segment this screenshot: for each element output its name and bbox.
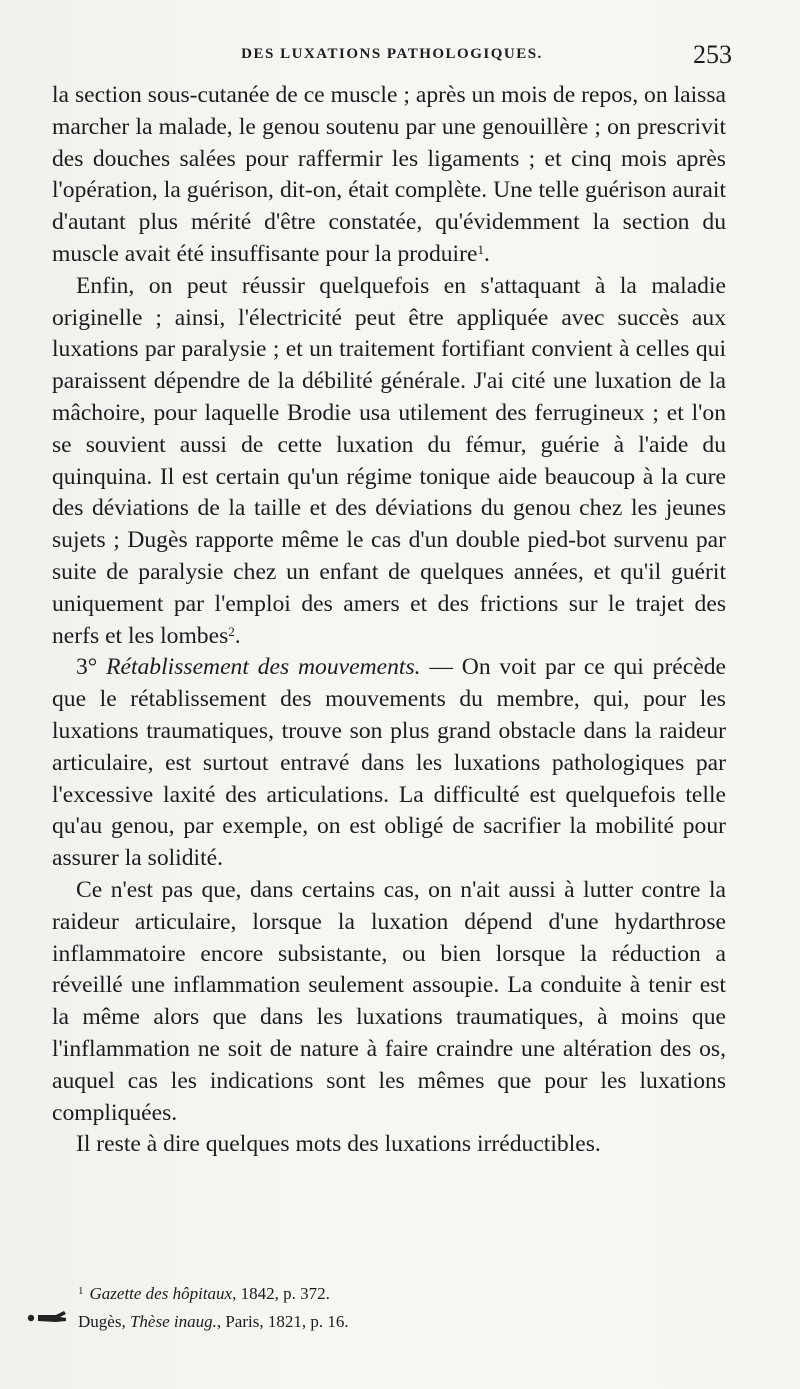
paragraph-2: [52, 271, 726, 653]
running-head: [52, 40, 732, 70]
footnote-1: [78, 1280, 726, 1308]
paragraph-5: Il reste à dire quelques mots des luxations irréductibles.: [76, 1131, 601, 1158]
paragraph-3: [52, 652, 726, 875]
paragraph-1-text: la section sous-cutanée de ce muscle ; après un mois de repos, on laissa marcher la malade, le genou soutenu par une genouillère ; on prescrivit des douches salées pour raffermir les ligaments ; et cinq mois après l'opération, la guérison, dit-on, était complète. Une telle guérison aurait d'autant plus mérité d'être constatée, qu'évidemment la section du muscle avait été insuffisante pour la produire: [52, 82, 726, 267]
page-number: 253: [693, 40, 732, 69]
footnote-1-mark: 1: [78, 1285, 84, 1297]
paragraph-2-end: .: [234, 622, 241, 649]
paragraph-2-text: Enfin, on peut réussir quelquefois en s'attaquant à la maladie originelle ; ainsi, l'électricité peut être appliquée avec succès aux luxations par paralysie ; et un traitement fortifiant convient à celles qui paraissent dépendre de la débilité générale. J'ai cité une luxation de la mâchoire, pour laquelle Brodie usa utilement des ferrugineux ; et l'on se souvient aussi de cette luxation du fémur, guérie à l'aide du quinquina. Il est certain qu'un régime tonique aide beaucoup à la cure des déviations de la taille et des déviations du genou chez les jeunes sujets ; Dugès rapporte même le cas d'un double pied-bot survenu par suite de paralysie chez un enfant de quelques années, et qu'il guérit uniquement par l'emploi des amers et des frictions sur le trajet des nerfs et les lombes: [52, 272, 726, 649]
footnote-2-author: Dugès,: [78, 1312, 130, 1331]
paragraph-3-text: — On voit par ce qui précède que le rétablissement des mouvements du membre, qui, pour les luxations traumatiques, trouve son plus grand obstacle dans la raideur articulaire, est surtout entravé dans les luxations pathologiques par l'excessive laxité des articulations. La difficulté est quelquefois telle qu'au genou, par exemple, on est obligé de sacrifier la mobilité pour assurer la solidité.: [52, 654, 726, 872]
footnotes: [52, 1280, 726, 1336]
running-title: DES LUXATIONS PATHOLOGIQUES.: [241, 46, 543, 62]
body-text: [52, 80, 726, 1161]
footnote-ref-2: 2: [228, 623, 235, 639]
footnote-1-rest: , 1842, p. 372.: [232, 1284, 330, 1303]
paragraph-1: [52, 80, 726, 271]
paragraph-4: Ce n'est pas que, dans certains cas, on n'ait aussi à lutter contre la raideur articulaire, lorsque la luxation dépend d'une hydarthrose inflammatoire encore subsistante, ou bien lorsque la réduction a réveillé une inflammation seulement assoupie. La conduite à tenir est la même alors que dans les luxations traumatiques, à moins que l'inflammation ne soit de nature à faire craindre une altération des os, auquel cas les indications sont les mêmes que pour les luxations compliquées.: [52, 876, 726, 1126]
section-number: 3°: [76, 654, 98, 681]
footnote-2-rest: , Paris, 1821, p. 16.: [216, 1312, 349, 1331]
section-heading: Rétablissement des mouvements.: [106, 654, 421, 681]
footnote-2: [78, 1308, 726, 1336]
footnote-ref-1: 1: [477, 241, 484, 257]
footnote-1-title: Gazette des hôpitaux: [89, 1284, 233, 1303]
paragraph-1-end: .: [483, 240, 490, 267]
footnote-2-title: Thèse inaug.: [129, 1312, 217, 1331]
